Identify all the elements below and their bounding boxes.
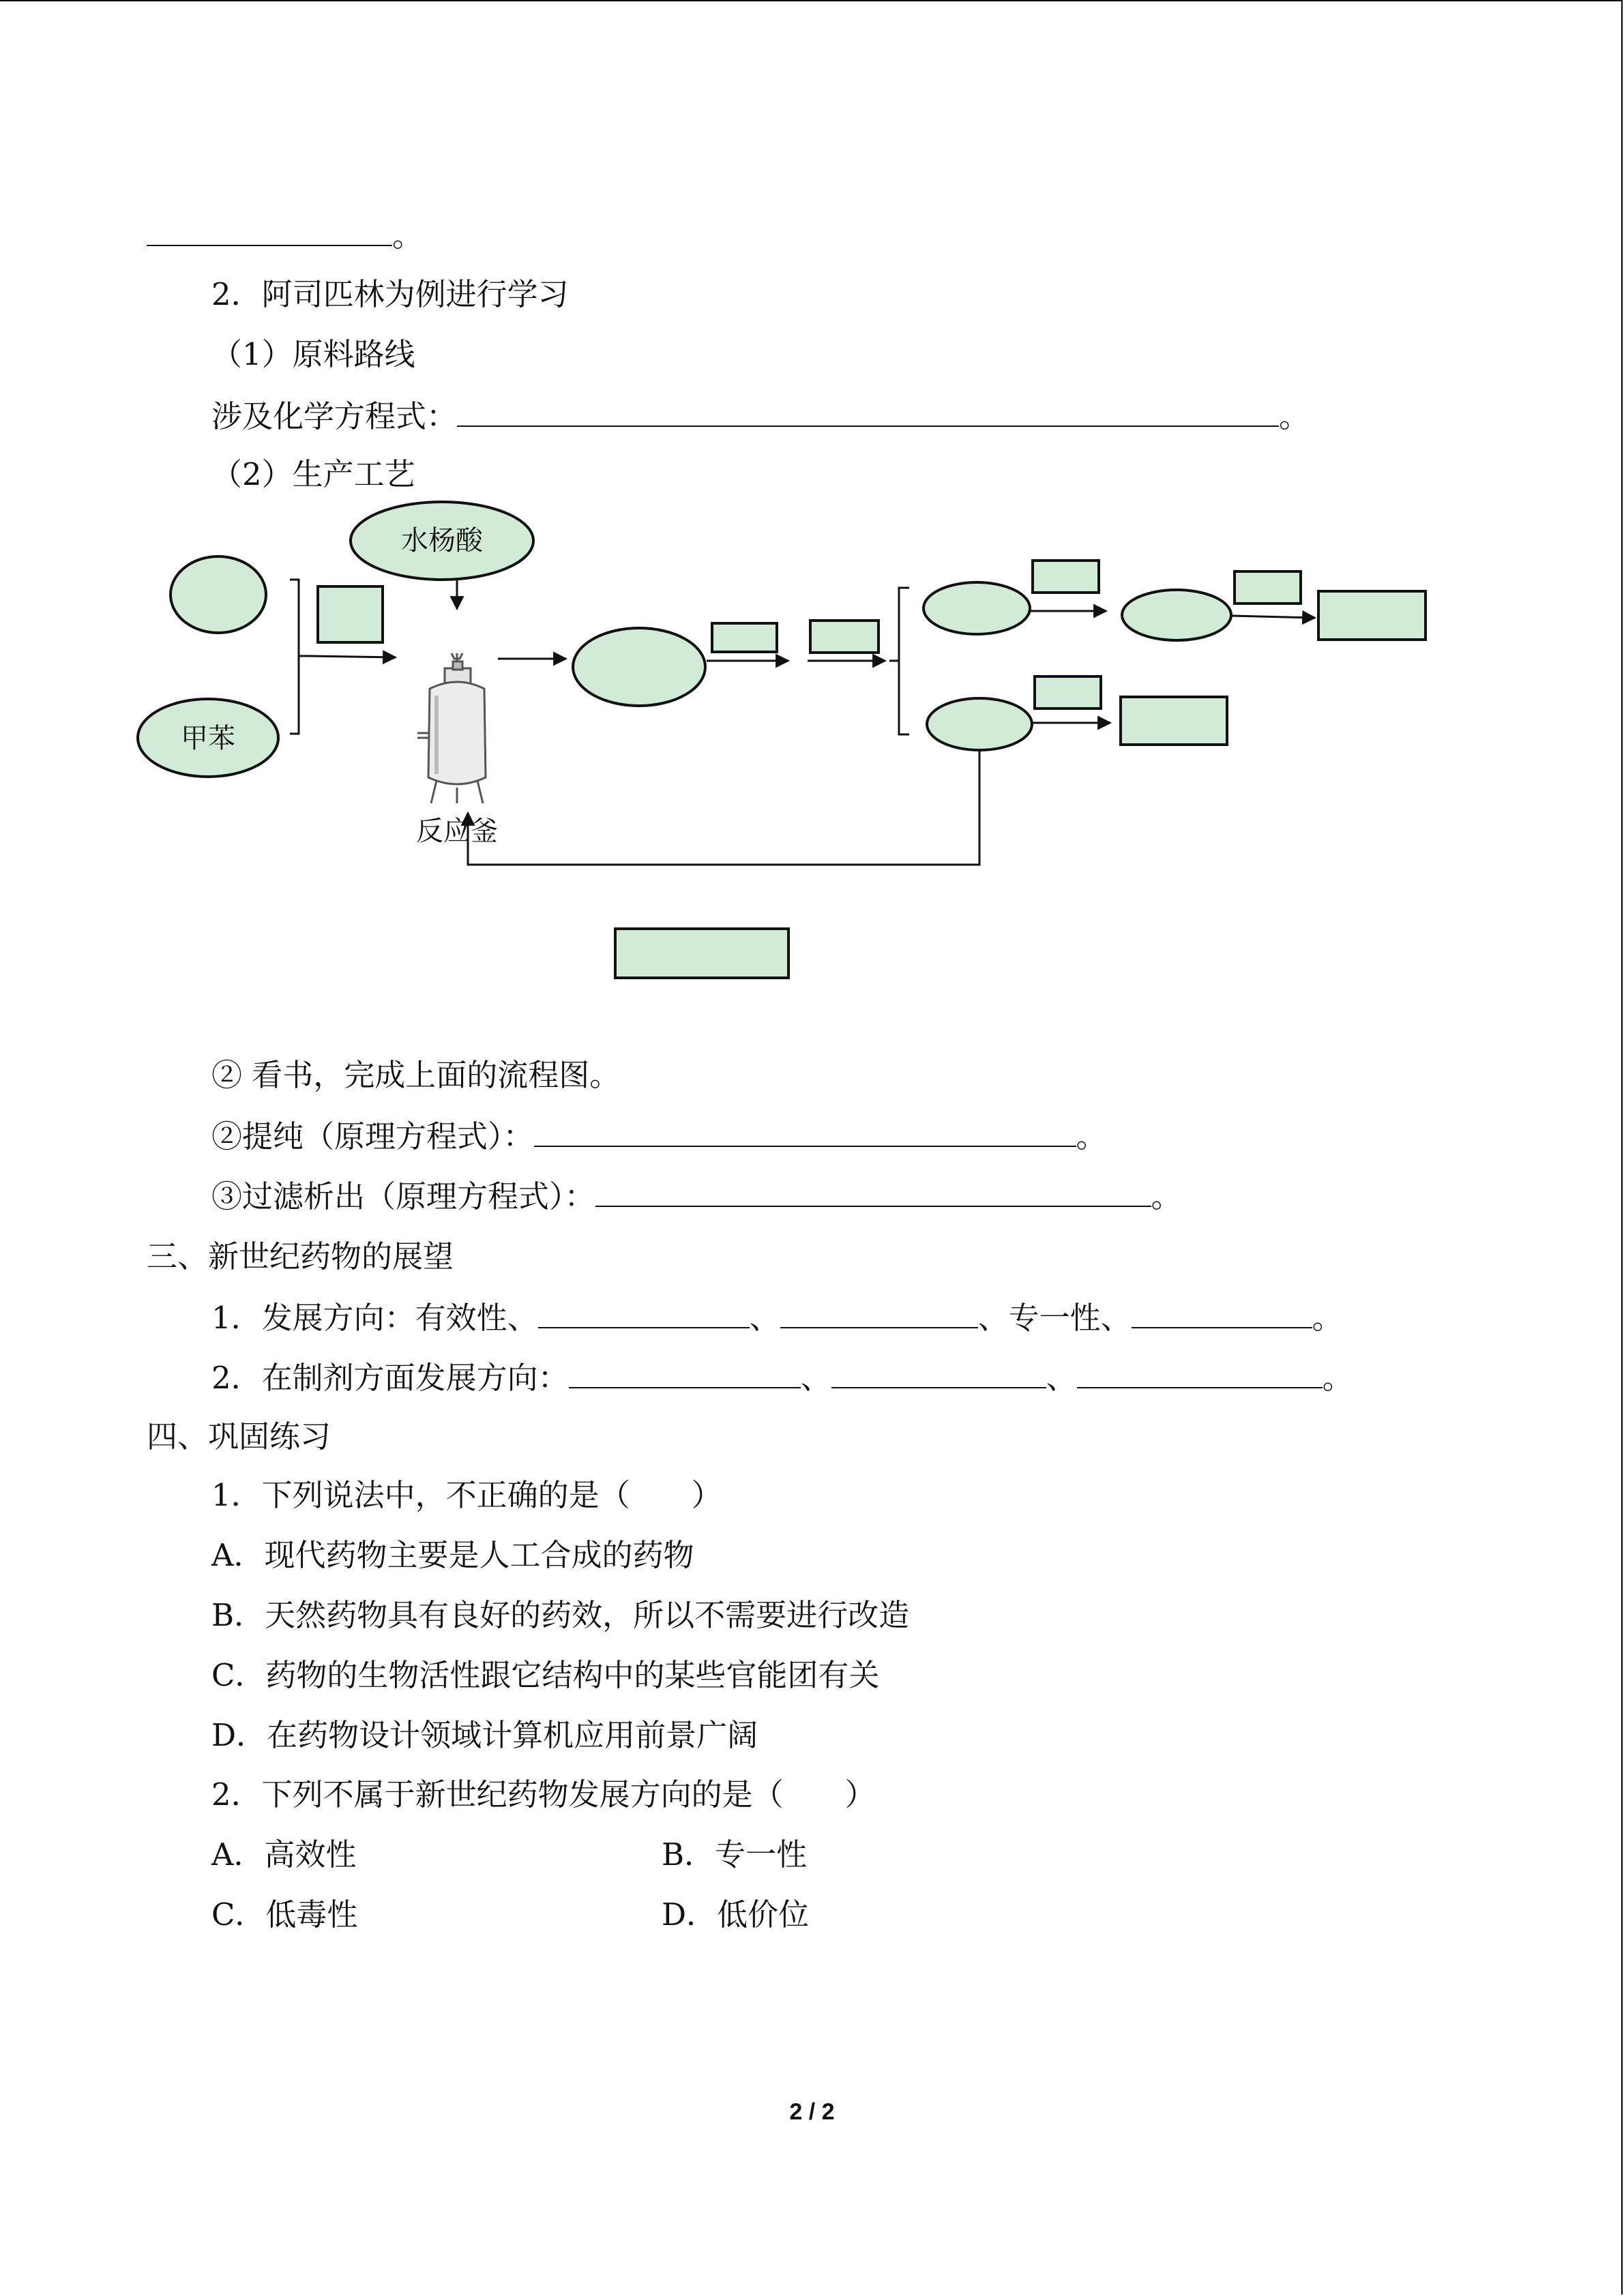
section3-heading: 三、新世纪药物的展望: [147, 1238, 454, 1274]
formulation-blank-3[interactable]: [1077, 1357, 1323, 1388]
separator: 、: [800, 1360, 831, 1396]
recycle-loop: [468, 750, 979, 865]
period: 。: [392, 218, 424, 254]
purification-label: ②提纯（原理方程式）：: [211, 1118, 534, 1154]
step-box-2: [810, 621, 879, 653]
reagent-box-1: [318, 586, 383, 642]
direction-blank-1[interactable]: [538, 1297, 750, 1328]
question-1-stem: 1．下列说法中，不正确的是（ ）: [211, 1477, 722, 1513]
filtration-label: ③过滤析出（原理方程式）：: [211, 1178, 595, 1214]
standalone-box: [615, 929, 788, 978]
step-purification: [211, 1116, 1107, 1157]
salicylic-acid-label: 水杨酸: [401, 525, 483, 556]
period: 。: [1312, 1300, 1343, 1336]
section2-heading: 2．阿司匹林为例进行学习: [211, 276, 569, 312]
toluene-label: 甲苯: [181, 723, 235, 754]
period: 。: [1076, 1118, 1107, 1154]
development-direction: [211, 1297, 1343, 1339]
q2-option-a[interactable]: A．高效性: [211, 1836, 357, 1873]
branch-box-upper: [1033, 561, 1099, 593]
period: 。: [1322, 1360, 1353, 1396]
process-flowchart: [0, 0, 1624, 1023]
branch-ellipse-upper-2: [1122, 590, 1231, 640]
raw-material-route: （1）原料路线: [211, 336, 415, 372]
filtration-blank[interactable]: [595, 1176, 1151, 1207]
formulation-blank-2[interactable]: [831, 1357, 1046, 1388]
equation-label: 涉及化学方程式：: [211, 398, 458, 434]
branch-box-upper-2: [1235, 571, 1301, 603]
branch-box-lower: [1035, 676, 1101, 709]
step-read-book: ② 看书，完成上面的流程图。: [211, 1057, 621, 1093]
direction-mid: 、专一性、: [977, 1300, 1132, 1336]
step-box-1: [712, 623, 777, 652]
q2-option-c[interactable]: C．低毒性: [211, 1896, 358, 1933]
split-brace: [889, 588, 909, 734]
input-ellipse-blank: [171, 556, 266, 633]
direction-label: 1．发展方向：有效性、: [211, 1300, 538, 1336]
reactor-vessel: [417, 653, 486, 803]
formulation-blank-1[interactable]: [569, 1357, 801, 1388]
final-product-box-lower: [1121, 697, 1227, 745]
reactor-label: 反应釜: [416, 816, 498, 847]
q2-option-d[interactable]: D．低价位: [662, 1896, 810, 1933]
separator: 、: [1046, 1360, 1077, 1396]
q1-option-c[interactable]: C．药物的生物活性跟它结构中的某些官能团有关: [211, 1657, 880, 1693]
section4-heading: 四、巩固练习: [147, 1418, 331, 1455]
arrow-to-reactor: [308, 656, 396, 657]
production-process: （2）生产工艺: [211, 456, 415, 492]
input-brace: [290, 580, 308, 734]
q1-option-b[interactable]: B．天然药物具有良好的药效，所以不需要进行改造: [211, 1597, 910, 1633]
question-2-stem: 2．下列不属于新世纪药物发展方向的是（ ）: [211, 1776, 876, 1813]
branch-ellipse-upper: [924, 582, 1030, 634]
separator: 、: [749, 1300, 780, 1336]
purification-blank[interactable]: [534, 1116, 1076, 1147]
page-number: 2 / 2: [789, 2099, 835, 2125]
final-product-box-upper: [1318, 591, 1426, 640]
period: 。: [1279, 398, 1310, 434]
period: 。: [1151, 1178, 1182, 1214]
branch-ellipse-lower: [927, 698, 1032, 750]
direction-blank-2[interactable]: [780, 1297, 978, 1328]
q2-option-b[interactable]: B．专一性: [662, 1836, 808, 1873]
q1-option-a[interactable]: A．现代药物主要是人工合成的药物: [211, 1537, 694, 1573]
formulation-direction: [211, 1357, 1353, 1399]
direction-blank-3[interactable]: [1132, 1297, 1312, 1328]
arrow-upper-2: [1232, 616, 1315, 618]
q1-option-d[interactable]: D．在药物设计领域计算机应用前景广阔: [211, 1717, 758, 1753]
formulation-label: 2．在制剂方面发展方向：: [211, 1360, 569, 1396]
product-ellipse-1: [573, 628, 705, 706]
step-filtration: [211, 1176, 1182, 1217]
